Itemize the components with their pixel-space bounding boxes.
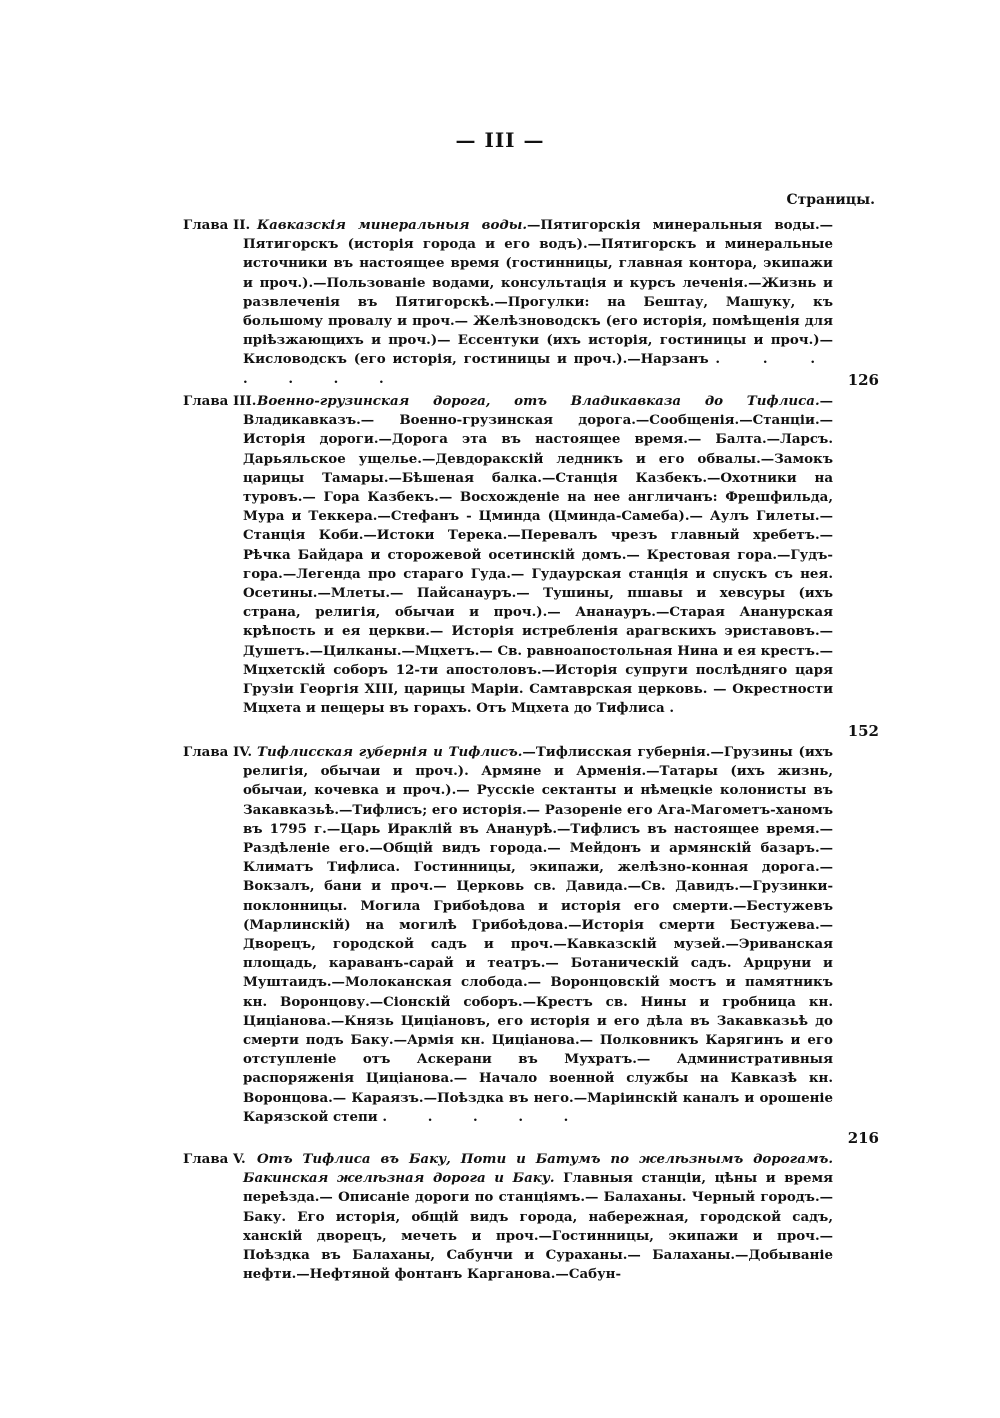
chapter-body [183,1150,833,1284]
chapter-entry [183,1150,833,1284]
chapter-text: —Тифлисская губернія.—Грузины (ихъ религія, обычаи и проч.). Армяне и Арменія.—Татары (ихъ жизнь, обычаи, кочевка и проч.).— Русскіе сектанты и нѣмецкіе колонисты въ Закавказьѣ.—Тифлисъ; его исторія.— Разореніе его Ага-Магометъ-ханомъ въ 1795 г.—Царь Ираклій въ Ананурѣ.—Тифлисъ въ настоящее время.—Раздѣленіе его.—Общій видъ города.— Мейдонъ и армянскій базаръ.—Климатъ Тифлиса. Гостинницы, экипажи, желѣзно-конная дорога.—Вокзалъ, бани и проч.— Церковь св. Давида.—Св. Давидъ.—Грузинки-поклонницы. Могила Грибоѣдова и исторія его смерти.—Бестужевъ (Марлинскій) на могилѣ Грибоѣдова.—Исторія смерти Бестужева.—Дворецъ, городской садъ и проч.—Кавказскій музей.—Эриванская площадь, караванъ-сарай и театръ.— Ботаническій садъ. Арцруни и Муштаидъ.—Молоканская слобода.— Воронцовскій мостъ и памятникъ кн. Воронцову.—Сіонскій соборъ.—Крестъ св. Нины и гробница кн. Цицiанова.—Князь Цицiановъ, его исторія и его дѣла въ Закавказьѣ до смерти подъ Баку.—Армія кн. Цицiанова.— Полковникъ Карягинъ и его отступленіе отъ Аскерани въ Мухратъ.— Административныя распоряженія Цицiанова.— Начало военной службы на Кавказѣ кн. Воронцова.— Караязъ.—Поѣздка въ него.—Маріинскій каналъ и орошеніе Карязской степи [243,744,834,1125]
leader-dots: . [669,700,693,717]
chapter-entry [183,216,879,390]
chapter-entry [183,743,879,1148]
chapter-label: Глава V. [183,1151,246,1167]
chapter-label: Глава III. [183,393,257,409]
chapter-title: Тифлисская губернія и Тифлисъ. [257,744,523,760]
chapter-page-ref: 126 [847,370,879,389]
chapter-body [183,743,833,1127]
chapter-text: —Пятигорскія минеральныя воды.— Пятигорскъ (исторія города и его водъ).—Пятигорскъ и минеральные источники въ настоящее время (гостинницы, главная контора, экипажи и проч.).—Пользованіе водами, консультація и курсъ леченія.—Жизнь и развлеченія въ Пятигорскѣ.—Прогулки: на Бештау, Машуку, къ большому провалу и проч.— Желѣзноводскъ (его исторія, помѣщенія для пріѣзжающихъ и проч.)— Ессентуки (ихъ исторія, гостиницы и проч.)— Кисловодскъ (его исторія, гостиницы и проч.).—Нарзанъ [243,217,833,368]
chapter-page-ref: 216 [847,1128,879,1147]
chapter-title: Отъ Тифлиса въ Баку, Поти и Батумъ по желѣзнымъ дорогамъ. Бакинская желѣзная дорога и Баку. [243,1151,833,1187]
chapter-entry [183,392,879,741]
chapter-body [183,392,833,718]
table-of-contents [183,216,879,1284]
page-number: — III — [455,128,545,152]
pages-column-header: Страницы. [786,192,875,208]
chapter-label: Глава II. [183,217,251,233]
chapter-text: Главныя станціи, цѣны и время переѣзда.— Описаніе дороги по станціямъ.— Балаханы. Черный городъ.— Баку. Его исторія, общій видъ города, набережная, городской садъ, ханскій дворецъ, мечеть и проч.—Гостинницы, экипажи и проч.— Поѣздка въ Балаханы, Сабунчи и Сураханы.— Балаханы.—Добываніе нефти.—Нефтяной фонтанъ Карганова.—Сабун- [243,1170,833,1283]
leader-dots: . . . . . [382,1108,587,1125]
leader-dots: . . . . . . . [243,351,833,387]
chapter-title: Кавказскія минеральныя воды. [257,217,528,233]
chapter-label: Глава IV. [183,744,252,760]
chapter-body [183,216,833,389]
chapter-page-ref: 152 [847,721,879,740]
chapter-text: — Владикавказъ.— Военно-грузинская дорога.—Сообщенія.—Станціи.— Исторія дороги.—Дорога эта въ настоящее время.— Балта.—Ларсъ. Дарьяльское ущелье.—Девдоракскій ледникъ и его обвалы.—Замокъ царицы Тамары.—Бѣшеная балка.—Станція Казбекъ.—Охотники на туровъ.— Гора Казбекъ.— Восхожденіе на нее англичанъ: Фрешфильда, Мура и Теккера.—Стефанъ - Цминда (Цминда-Самеба).— Аулъ Гилеты.— Станція Коби.—Истоки Терека.—Перевалъ чрезъ главный хребетъ.—Рѣчка Байдара и сторожевой осетинскій домъ.— Крестовая гора.—Гудъ-гора.—Легенда про стараго Гуда.— Гудаурская станція и спускъ съ нея. Осетины.—Млеты.— Пайсанауръ.— Тушины, пшавы и хевсуры (ихъ страна, религія, обычаи и проч.).— Ананауръ.—Старая Ананурская крѣпость и ея церкви.— Исторія истребленія арагвскихъ эриставовъ.—Душетъ.—Цилканы.—Мцхетъ.— Св. равноапостольная Нина и ея крестъ.—Мцхетскій соборъ 12-ти апостоловъ.—Исторія супруги послѣдняго царя Грузіи Георгія XIII, царицы Маріи. Самтаврская церковь. — Окрестности Мцхета и пещеры въ горахъ. Отъ Мцхета до Тифлиса [243,393,833,717]
chapter-title: Военно-грузинская дорога, отъ Владикавказа до Тифлиса. [257,393,820,409]
